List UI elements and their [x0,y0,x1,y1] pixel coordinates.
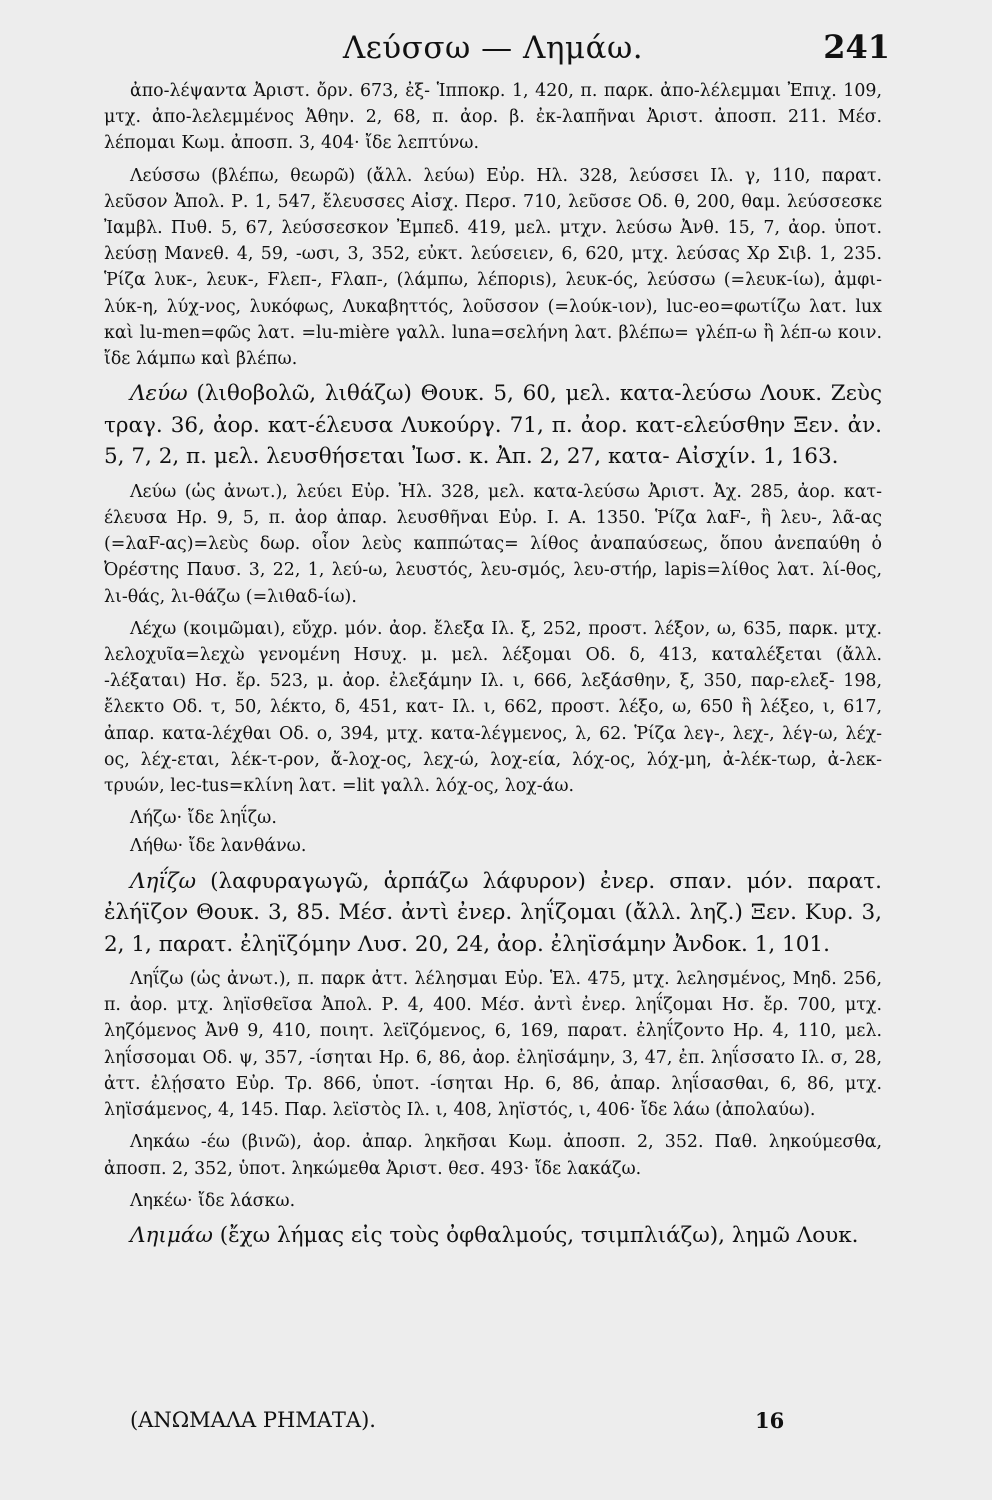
signature-text: (ΑΝΩΜΑΛΑ ΡΗΜΑΤΑ). [130,1408,376,1432]
dictionary-entry [104,1220,882,1252]
dictionary-entry [104,1129,882,1181]
entry-lemma: Ληιμάω [130,1222,213,1248]
page-footer [130,1408,830,1438]
entry-text: (λιθοβολῶ, λιθάζω) Θουκ. 5, 60, μελ. κατα-λεύσω Λουκ. Ζεὺς τραγ. 36, ἀορ. κατ-έλευσα Λυκούργ. 71, π. ἀορ. κατ-ελεύσθην Ξεν. ἀν. 5, 7, 2, π. μελ. λευσθήσεται Ἰωσ. κ. Ἀπ. 2, 27, κατα- Αἰσχίν. 1, 163. [104,381,882,470]
entry-text: (λαφυραγωγῶ, ἁρπάζω λάφυρον) ἐνερ. σπαν. μόν. παρατ. ἐλήϊζον Θουκ. 3, 85. Μέσ. ἀντὶ ἐνερ. ληΐζομαι (ἄλλ. ληζ.) Ξεν. Κυρ. 3, 2, 1, παρατ. ἐληϊζόμην Λυσ. 20, 24, ἀορ. ἐληϊσάμην Ἀνδοκ. 1, 101. [104,868,882,957]
entry-text: Λέχω (κοιμῶμαι), εὔχρ. μόν. ἀορ. ἔλεξα Ιλ. ξ, 252, προστ. λέξον, ω, 635, παρκ. μτχ. λελοχυῖα=λεχὼ γενομένη Ησυχ. μ. μελ. λέξομαι Οδ. δ, 413, καταλέξεται (ἄλλ. -λέξαται) Ησ. ἔρ. 523, μ. ἀορ. ἐλεξάμην Ιλ. ι, 666, λεξάσθην, ξ, 350, παρ-ελεξ- 198, ἔλεκτο Οδ. τ, 50, λέκτο, δ, 451, κατ- Ιλ. ι, 662, προστ. λέξο, ω, 650 ἢ λέξεο, ι, 617, ἀπαρ. κατα-λέχθαι Οδ. ο, 394, μτχ. κατα-λέγμενος, λ, 62. Ῥίζα λεγ-, λεχ-, λέγ-ω, λέχ-ος, λέχ-εται, λέκ-τ-ρον, ἄ-λοχ-ος, λεχ-ώ, λοχ-εία, λόχ-ος, λόχ-μη, ἀ-λέκ-τωρ, ἀ-λεκ-τρυών, lec-tus=κλίνη λατ. =lit γαλλ. λόχ-ος, λοχ-άω. [104,618,882,796]
dictionary-entry [104,78,882,157]
running-title: Λεύσσω — Λημάω. [342,30,644,66]
entry-text: Ληκάω -έω (βινῶ), ἀορ. ἀπαρ. ληκῆσαι Κωμ. ἀποσπ. 2, 352. Παθ. ληκούμεσθα, ἀποσπ. 2, 352, ὑποτ. ληκώμεθα Ἀριστ. θεσ. 493· ἴδε λακάζω. [104,1132,882,1179]
entry-text: Ληΐζω (ὡς ἀνωτ.), π. παρκ ἀττ. λέλησμαι Εὐρ. Ἑλ. 475, μτχ. λελησμένος, Μηδ. 256, π. ἀορ. μτχ. ληϊσθεῖσα Ἀπολ. Ρ. 4, 400. Μέσ. ἀντὶ ἐνερ. ληΐζομαι Ησ. ἔρ. 700, μτχ. ληζόμενος Ἀνθ 9, 410, ποιητ. λεϊζόμενος, 6, 169, παρατ. ἐληΐζοντο Ηρ. 4, 110, μελ. ληΐσσομαι Οδ. ψ, 357, -ίσηται Ηρ. 6, 86, ἀορ. ἐληϊσάμην, 3, 47, ἐπ. ληΐσσατο Ιλ. σ, 28, ἀττ. ἐλῄσατο Εὐρ. Τρ. 866, ὑποτ. -ίσηται Ηρ. 6, 86, ἀπαρ. ληΐσασθαι, 6, 86, μτχ. ληϊσάμενος, 4, 145. Παρ. λεϊστὸς Ιλ. ι, 408, ληϊστός, ι, 406· ἴδε λάω (ἀπολαύω). [104,969,882,1121]
entry-lemma: Λεύω [130,381,188,407]
dictionary-entry [104,163,882,373]
dictionary-entry [104,966,882,1123]
dictionary-entry [104,378,882,473]
entry-lemma: Ληΐζω [130,868,197,894]
entry-text: Λεύω (ὡς ἀνωτ.), λεύει Εὐρ. Ἠλ. 328, μελ. κατα-λεύσω Ἀριστ. Ἀχ. 285, ἀορ. κατ-έλευσα Ηρ. 9, 5, π. ἀορ ἀπαρ. λευσθῆναι Εὐρ. Ι. Α. 1350. Ῥίζα λαF-, ἢ λευ-, λᾶ-ας (=λαF-ας)=λεὺς δωρ. οἷον λεὺς καππώτας= λίθος ἀναπαύσεως, ὅπου ἀνεπαύθη ὁ Ὀρέστης Παυσ. 3, 22, 1, λεύ-ω, λευστός, λευ-σμός, λευ-στήρ, lapis=λίθος λατ. λί-θος, λι-θάς, λι-θάζω (=λιθαδ-ίω). [104,481,882,607]
dictionary-entry [104,805,882,831]
page-number: 241 [823,28,890,66]
dictionary-entry [104,479,882,610]
entries-column [104,78,882,1251]
entry-text: Λήζω· ἴδε ληΐζω. [130,808,277,829]
entry-text: ἀπο-λέψαντα Ἀριστ. ὄρν. 673, ἐξ- Ἱπποκρ. 1, 420, π. παρκ. ἀπο-λέλεμμαι Ἐπιχ. 109, μτχ. ἀπο-λελεμμένος Ἀθην. 2, 68, π. ἀορ. β. ἐκ-λαπῆναι Ἀριστ. ἀποσπ. 211. Μέσ. λέπομαι Κωμ. ἀποσπ. 3, 404· ἴδε λεπτύνω. [104,81,882,154]
running-header [104,22,890,78]
entry-text: (ἔχω λήμας εἰς τοὺς ὀφθαλμούς, τσιμπλιάζω), λημῶ Λουκ. [212,1222,859,1248]
dictionary-entry [104,616,882,799]
dictionary-entry [104,1188,882,1214]
sheet-number: 16 [755,1408,785,1433]
entry-text: Λήθω· ἴδε λανθάνω. [130,836,307,857]
dictionary-entry [104,866,882,961]
entry-text: Ληκέω· ἴδε λάσκω. [130,1190,296,1211]
entry-text: Λεύσσω (βλέπω, θεωρῶ) (ἄλλ. λεύω) Εὐρ. Ηλ. 328, λεύσσει Ιλ. γ, 110, παρατ. λεῦσον Ἀπολ. Ρ. 1, 547, ἔλευσσες Αἰσχ. Περσ. 710, λεῦσσε Οδ. θ, 200, θαμ. λεύσσεσκε Ἰαμβλ. Πυθ. 5, 67, λεύσσεσκον Ἐμπεδ. 419, μελ. μτχν. λεύσω Ἀνθ. 15, 7, ἀορ. ὑποτ. λεύσῃ Μανεθ. 4, 59, -ωσι, 3, 352, εὐκτ. λεύσειεν, 6, 620, μτχ. λεύσας Χρ Σιβ. 1, 235. Ῥίζα λυκ-, λευκ-, Fλεπ-, Fλαπ-, (λάμπω, λέποριs), λευκ-ός, λεύσσω (=λευκ-ίω), ἀμφι-λύκ-η, λύχ-νος, λυκόφως, Λυκαβηττός, λοῦσσον (=λούκ-ιον), luc-eo=φωτίζω λατ. lux καὶ lu-men=φῶς λατ. =lu-mière γαλλ. luna=σελήνη λατ. βλέπω= γλέπ-ω ἢ λέπ-ω κοιν. ἴδε λάμπω καὶ βλέπω. [104,165,882,370]
dictionary-entry [104,833,882,859]
